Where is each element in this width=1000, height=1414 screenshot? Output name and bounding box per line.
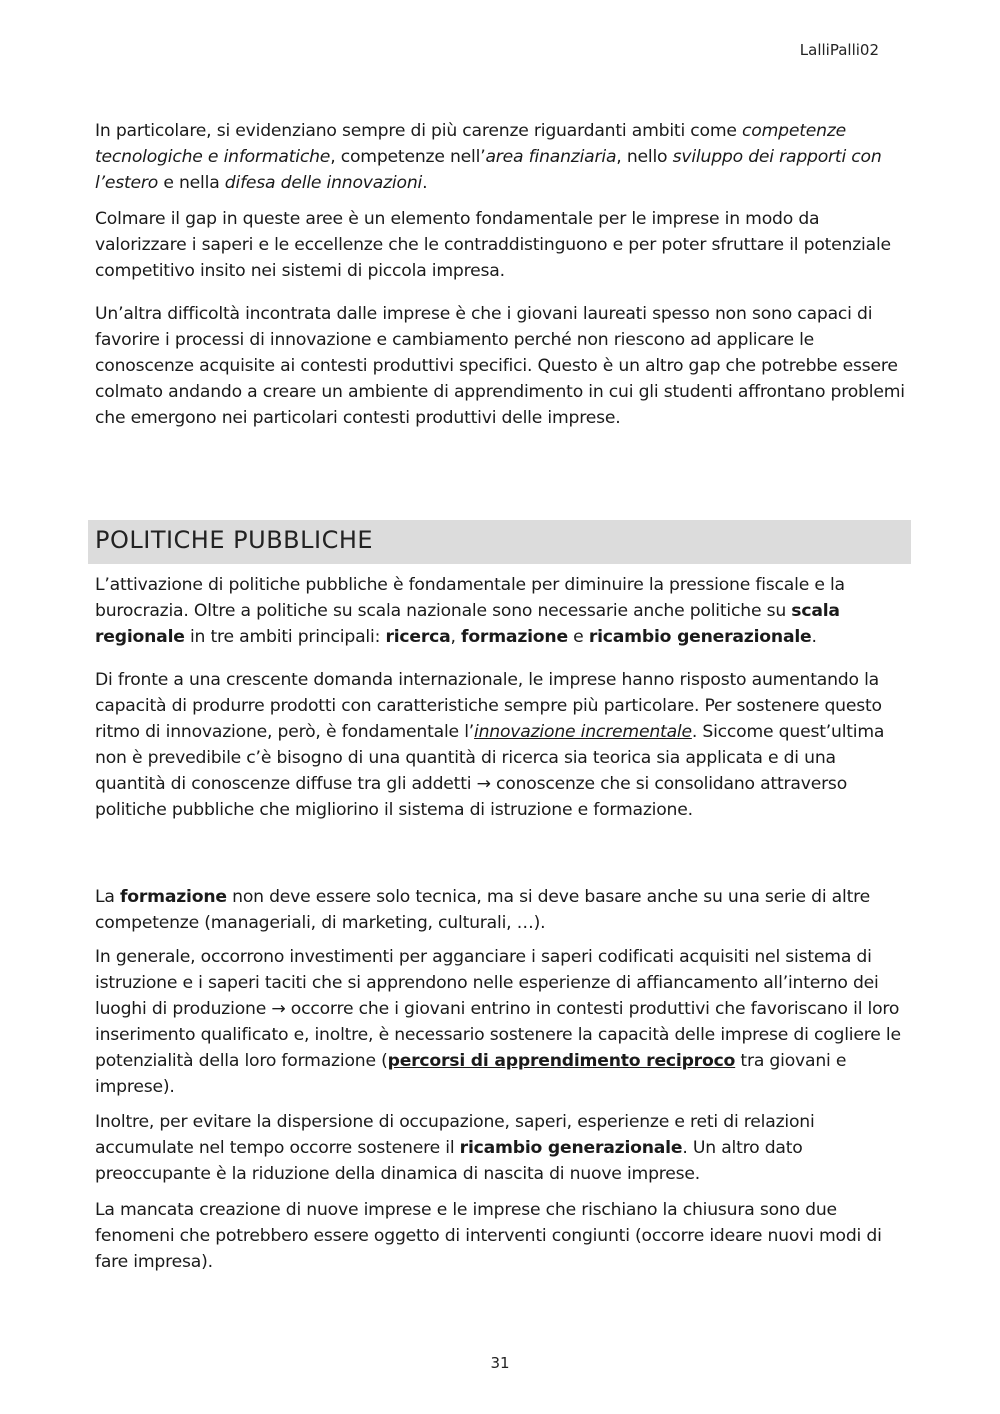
text-run: innovazione incrementale bbox=[474, 722, 692, 742]
text-run: . bbox=[422, 173, 428, 193]
section-paragraph-6 bbox=[95, 1197, 910, 1275]
text-run: competenze tecnologiche e informatiche bbox=[95, 121, 847, 167]
text-run: difesa delle innovazioni bbox=[224, 173, 423, 193]
text-run: . Un altro dato preoccupante è la riduzione della dinamica di nascita di nuove imprese. bbox=[95, 1138, 803, 1184]
text-run: . Siccome quest’ultima non è prevedibile c’è bisogno di una quantità di ricerca sia teorica sia applicata e di una quantità di conoscenze diffuse tra gli addetti → conoscenze che si consolidano attraverso politiche pubbliche che migliorino il sistema di istruzione e formazione. bbox=[95, 722, 885, 820]
text-run: scala regionale bbox=[95, 601, 840, 647]
section-heading-band bbox=[88, 520, 911, 564]
text-run: e nella bbox=[158, 173, 225, 193]
section-block-3 bbox=[95, 884, 910, 936]
section-paragraph-4 bbox=[95, 944, 910, 1100]
intro-paragraph-1 bbox=[95, 118, 910, 196]
section-paragraph-2 bbox=[95, 667, 910, 823]
text-run: La bbox=[95, 887, 120, 907]
text-run: sviluppo dei rapporti con l’estero bbox=[95, 147, 882, 193]
text-run: area finanziaria bbox=[485, 147, 617, 167]
text-run: . bbox=[811, 627, 817, 647]
intro-paragraph-2 bbox=[95, 206, 910, 284]
text-run: e bbox=[567, 627, 589, 647]
intro-block-3 bbox=[95, 301, 910, 431]
text-run: ricerca bbox=[385, 627, 451, 647]
text-run: ricambio generazionale bbox=[459, 1138, 683, 1158]
intro-paragraph-3 bbox=[95, 301, 910, 431]
text-run: non deve essere solo tecnica, ma si deve basare anche su una serie di altre competenze (manageriali, di marketing, culturali, …). bbox=[95, 887, 870, 933]
text-run: , competenze nell’ bbox=[330, 147, 486, 167]
section-paragraph-3 bbox=[95, 884, 910, 936]
section-block-1 bbox=[95, 572, 910, 650]
section-block-6 bbox=[95, 1197, 910, 1275]
text-run: formazione bbox=[119, 887, 227, 907]
text-run: L’attivazione di politiche pubbliche è fondamentale per diminuire la pressione fiscale e la burocrazia. Oltre a politiche su scala nazionale sono necessarie anche politiche su bbox=[95, 575, 845, 621]
page-number: 31 bbox=[490, 1354, 510, 1372]
section-paragraph-5 bbox=[95, 1109, 910, 1187]
text-run: Inoltre, per evitare la dispersione di occupazione, saperi, esperienze e reti di relazioni accumulate nel tempo occorre sostenere il bbox=[95, 1112, 815, 1158]
text-run: , nello bbox=[616, 147, 673, 167]
intro-block bbox=[95, 118, 910, 196]
intro-block-2 bbox=[95, 206, 910, 284]
document-header-tag: LalliPalli02 bbox=[799, 41, 879, 59]
text-run: In generale, occorrono investimenti per agganciare i saperi codificati acquisiti nel sistema di istruzione e i saperi taciti che si apprendono nelle esperienze di affiancamento all’interno dei luoghi di produzione → occorre che i giovani entrino in contesti produttivi che favoriscano il loro inserimento qualificato e, inoltre, è necessario sostenere la capacità delle imprese di cogliere le potenzialità della loro formazione ( bbox=[95, 947, 901, 1071]
section-block-2 bbox=[95, 667, 910, 823]
text-run: in tre ambiti principali: bbox=[184, 627, 386, 647]
text-run: Un’altra difficoltà incontrata dalle imprese è che i giovani laureati spesso non sono capaci di favorire i processi di innovazione e cambiamento perché non riescono ad applicare le conoscenze acquisite ai contesti produttivi specifici. Questo è un altro gap che potrebbe essere colmato andando a creare un ambiente di apprendimento in cui gli studenti affrontano problemi che emergono nei particolari contesti produttivi delle imprese. bbox=[95, 304, 905, 428]
text-run: Di fronte a una crescente domanda internazionale, le imprese hanno risposto aumentando la capacità di produrre prodotti con caratteristiche sempre più particolare. Per sostenere questo ritmo di innovazione, però, è fondamentale l’ bbox=[95, 670, 882, 742]
section-paragraph-1 bbox=[95, 572, 910, 650]
text-run: , bbox=[450, 627, 462, 647]
text-run: La mancata creazione di nuove imprese e le imprese che rischiano la chiusura sono due fenomeni che potrebbero essere oggetto di interventi congiunti (occorre ideare nuovi modi di fare impresa). bbox=[95, 1200, 882, 1272]
text-run: Colmare il gap in queste aree è un elemento fondamentale per le imprese in modo da valorizzare i saperi e le eccellenze che le contraddistinguono e per poter sfruttare il potenziale competitivo insito nei sistemi di piccola impresa. bbox=[95, 209, 891, 281]
text-run: formazione bbox=[461, 627, 568, 647]
section-block-4 bbox=[95, 944, 910, 1100]
section-title: POLITICHE PUBBLICHE bbox=[95, 526, 374, 554]
text-run: ricambio generazionale bbox=[588, 627, 812, 647]
text-run: tra giovani e imprese). bbox=[95, 1051, 847, 1097]
text-run: In particolare, si evidenziano sempre di più carenze riguardanti ambiti come bbox=[95, 121, 743, 141]
section-block-5 bbox=[95, 1109, 910, 1187]
text-run: percorsi di apprendimento reciproco bbox=[387, 1051, 736, 1071]
